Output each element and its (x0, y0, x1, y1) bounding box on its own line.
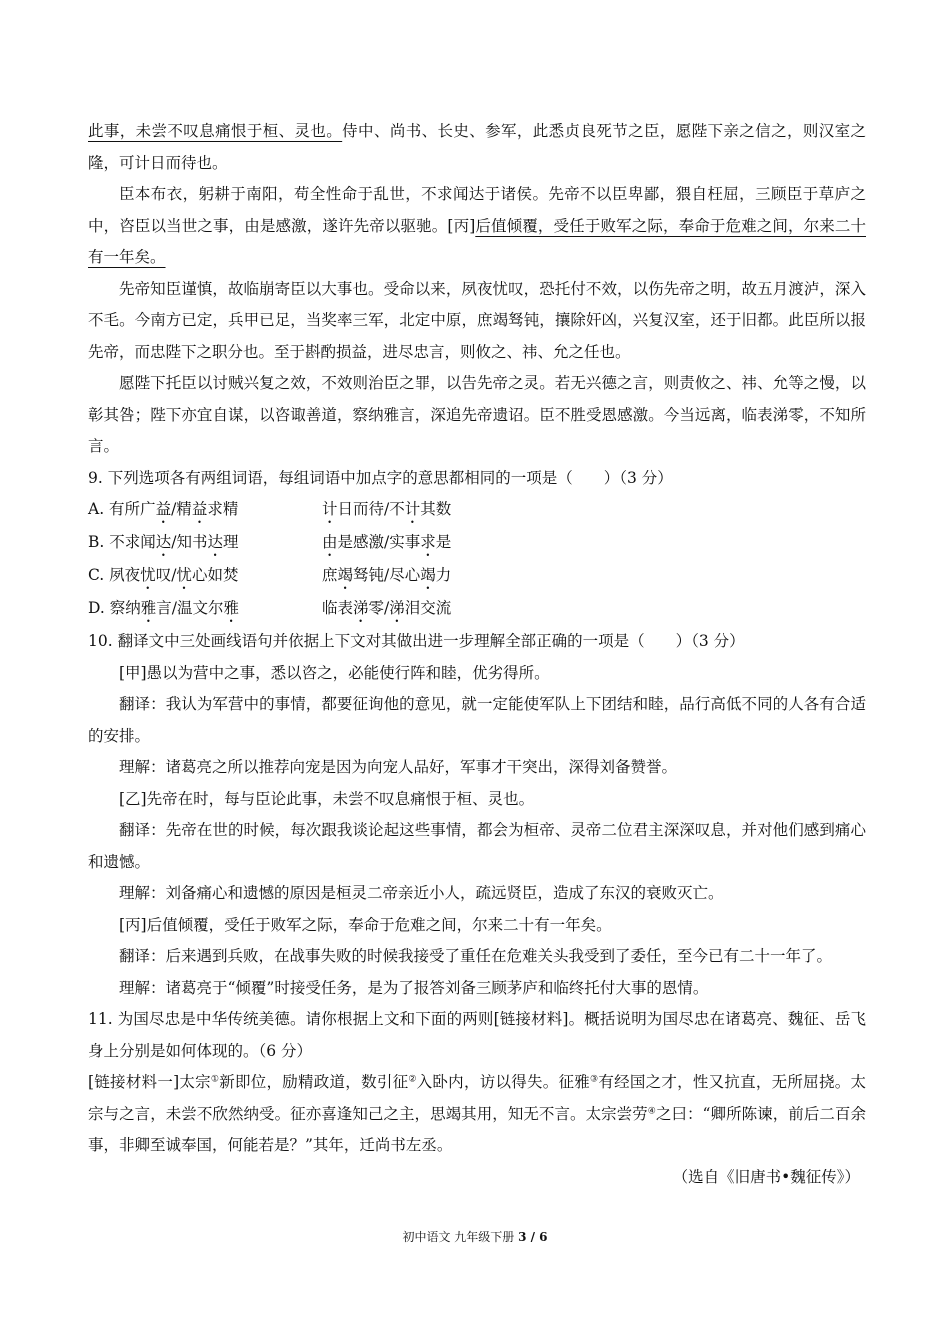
question-9-stem: 9. 下列选项各有两组词语，每组词语中加点字的意思都相同的一项是（ ）（3 分） (88, 468, 673, 487)
page-number: 3 / 6 (518, 1230, 548, 1244)
passage-paragraph-1: 臣本布衣，躬耕于南阳，苟全性命于乱世，不求闻达于诸侯。先帝不以臣卑鄙，猥自枉屈，三顾臣于草庐之中，咨臣以当世之事，由是感激，遂许先帝以驱驰。[丙]后值倾覆，受任于败军之际，奉命于危难之间，尔来二十有一年矣。 (88, 185, 866, 266)
page-footer: 初中语文 九年级下册 3 / 6 (402, 1230, 548, 1244)
passage-paragraph-0: 此事，未尝不叹息痛恨于桓、灵也。侍中、尚书、长史、参军，此悉贞良死节之臣，愿陛下亲之信之，则汉室之隆，可计日而待也。 (88, 122, 866, 172)
link-material-1: [链接材料一]太宗①新即位，励精政道，数引征②入卧内，访以得失。征雅③有经国之才，性又抗直，无所屈挠。太宗与之言，未尝不欣然纳受。征亦喜逢知己之主，思竭其用，知无不言。太宗尝劳④之曰：“卿所陈谏，前后二百余事，非卿至诚奉国，何能若是？”其年，迁尚书左丞。 (88, 1073, 866, 1154)
question-11-stem: 11. 为国尽忠是中华传统美德。请你根据上文和下面的两则[链接材料]。概括说明为国尽忠在诸葛亮、魏征、岳飞身上分别是如何体现的。（6 分） (88, 1010, 866, 1060)
underlined-sentence-bing: 后值倾覆，受任于败军之际，奉命于危难之间，尔来二十有一年矣。 (88, 216, 866, 266)
understanding-jia: 理解：诸葛亮之所以推荐向宠是因为向宠人品好，军事才干突出，深得刘备赞誉。 (119, 758, 678, 776)
passage-paragraph-3: 愿陛下托臣以讨贼兴复之效，不效则治臣之罪，以告先帝之灵。若无兴德之言，则责攸之、祎、允等之慢，以彰其咎；陛下亦宜自谋，以咨诹善道，察纳雅言，深追先帝遗诏。臣不胜受恩感激。今当远离，临表涕零，不知所言。 (88, 374, 866, 455)
material-source: （选自《旧唐书•魏征传》） (672, 1167, 860, 1186)
option-a: A. 有所广益/精益求精 计日而待/不计其数 (88, 500, 452, 518)
question-10-stem: 10. 翻译文中三处画线语句并依据上下文对其做出进一步理解全部正确的一项是（ ）（3 分） (88, 632, 745, 650)
document-page (88, 116, 866, 1193)
sentence-bing: [丙]后值倾覆，受任于败军之际，奉命于危难之间，尔来二十有一年矣。 (119, 915, 612, 934)
sentence-jia: [甲]愚以为营中之事，悉以咨之，必能使行阵和睦，优劣得所。 (119, 663, 550, 682)
option-c: C. 夙夜忧叹/忧心如焚 庶竭驽钝/尽心竭力 (88, 566, 452, 584)
translation-jia: 翻译：我认为军营中的事情，都要征询他的意见，就一定能使军队上下团结和睦，品行高低不同的人各有合适的安排。 (88, 695, 866, 745)
sentence-yi: [乙]先帝在时，每与臣论此事，未尝不叹息痛恨于桓、灵也。 (119, 789, 535, 808)
passage-paragraph-2: 先帝知臣谨慎，故临崩寄臣以大事也。受命以来，夙夜忧叹，恐托付不效，以伤先帝之明，故五月渡泸，深入不毛。今南方已定，兵甲已足，当奖率三军，北定中原，庶竭驽钝，攘除奸凶，兴复汉室，还于旧都。此臣所以报先帝，而忠陛下之职分也。至于斟酌损益，进尽忠言，则攸之、祎、允之任也。 (88, 279, 866, 361)
option-b: B. 不求闻达/知书达理 由是感激/实事求是 (88, 533, 452, 551)
translation-yi: 翻译：先帝在世的时候，每次跟我谈论起这些事情，都会为桓帝、灵帝二位君主深深叹息，并对他们感到痛心和遗憾。 (88, 821, 866, 871)
underlined-sentence-yi: 此事，未尝不叹息痛恨于桓、灵也。 (88, 122, 343, 140)
translation-bing: 翻译：后来遇到兵败，在战事失败的时候我接受了重任在危难关头我受到了委任，至今已有二十一年了。 (119, 947, 833, 965)
understanding-yi: 理解：刘备痛心和遗憾的原因是桓灵二帝亲近小人，疏远贤臣，造成了东汉的衰败灭亡。 (119, 884, 724, 902)
option-d: D. 察纳雅言/温文尔雅 临表涕零/涕泪交流 (88, 599, 452, 617)
understanding-bing: 理解：诸葛亮于“倾覆”时接受任务，是为了报答刘备三顾茅庐和临终托付大事的恩情。 (119, 978, 709, 997)
question-9-options (88, 494, 866, 626)
